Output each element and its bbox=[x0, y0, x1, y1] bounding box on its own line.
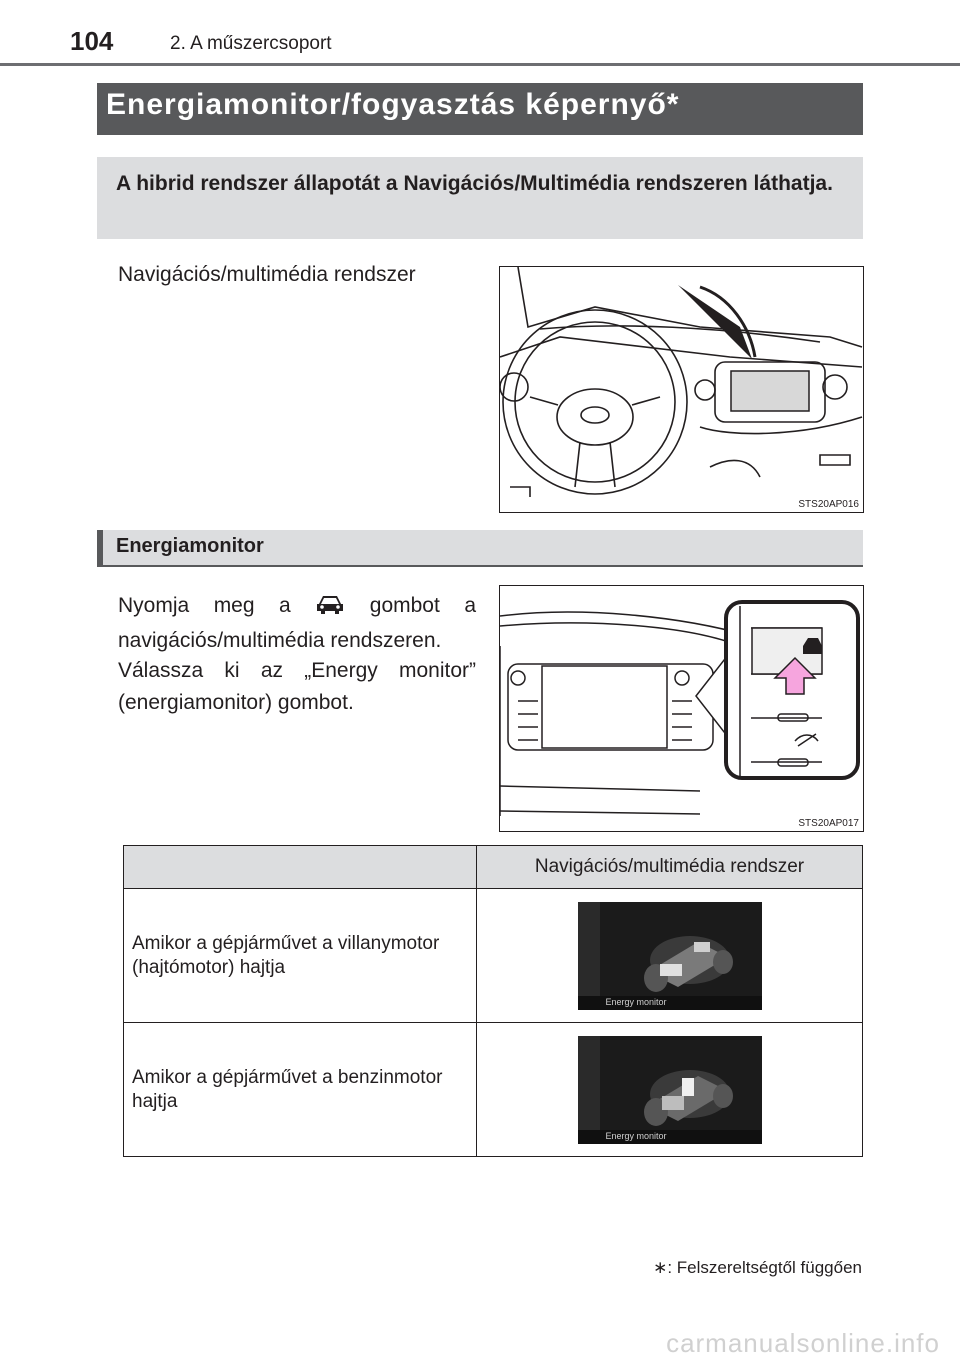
energy-monitor-screen bbox=[578, 902, 762, 1010]
screen-footer bbox=[578, 1130, 762, 1144]
header-divider bbox=[0, 63, 960, 66]
screen-footer bbox=[578, 996, 762, 1010]
head-unit-illustration bbox=[499, 585, 864, 832]
step-1-text bbox=[118, 590, 476, 657]
head-unit-drawing bbox=[500, 586, 863, 831]
footnote: ∗: Felszereltségtől függően bbox=[653, 1258, 862, 1277]
energy-monitor-table bbox=[123, 845, 863, 1157]
page-title: Energiamonitor/fogyasztás képernyő* bbox=[106, 88, 680, 121]
step-1-before: Nyomja meg a bbox=[118, 594, 291, 617]
dashboard-illustration bbox=[499, 266, 864, 513]
car-icon bbox=[315, 593, 345, 625]
intro-paragraph: Navigációs/multimédia rendszer bbox=[118, 263, 416, 286]
table-row-label: Amikor a gépjárművet a villanymotor (hajtómotor) hajtja bbox=[124, 889, 477, 1023]
intro-text: A hibrid rendszer állapotát a Navigációs/Multimédia rendszeren láthatja. bbox=[116, 172, 833, 195]
screen-label: Energy monitor bbox=[605, 1130, 667, 1141]
table-row-image-cell bbox=[477, 889, 863, 1023]
table-row-image-cell bbox=[477, 1023, 863, 1157]
page-number: 104 bbox=[70, 26, 114, 56]
chassis-engine-image bbox=[578, 1036, 762, 1144]
chapter-title: 2. A műszercsoport bbox=[170, 33, 332, 54]
figure-code: STS20AP016 bbox=[798, 499, 859, 510]
chassis-motor-image bbox=[578, 902, 762, 1010]
step-1-after: gombot a navigációs/multimédia rendszeren. bbox=[118, 594, 476, 652]
section-title: Energiamonitor bbox=[116, 535, 264, 557]
table-row-label: Amikor a gépjárművet a benzinmotor hajtja bbox=[124, 1023, 477, 1157]
dashboard-drawing bbox=[500, 267, 863, 512]
table-row bbox=[124, 889, 863, 1023]
table-row bbox=[124, 1023, 863, 1157]
table-header: Navigációs/multimédia rendszer bbox=[477, 846, 863, 889]
table-header-empty bbox=[124, 846, 477, 889]
figure-code: STS20AP017 bbox=[798, 818, 859, 829]
screen-label: Energy monitor bbox=[605, 996, 667, 1007]
energy-monitor-screen bbox=[578, 1036, 762, 1144]
step-2-text: Válassza ki az „Energy monitor” (energiamonitor) gombot. bbox=[118, 659, 476, 714]
watermark: carmanualsonline.info bbox=[666, 1328, 940, 1358]
table-header-row bbox=[124, 846, 863, 889]
section-marker bbox=[97, 530, 103, 567]
